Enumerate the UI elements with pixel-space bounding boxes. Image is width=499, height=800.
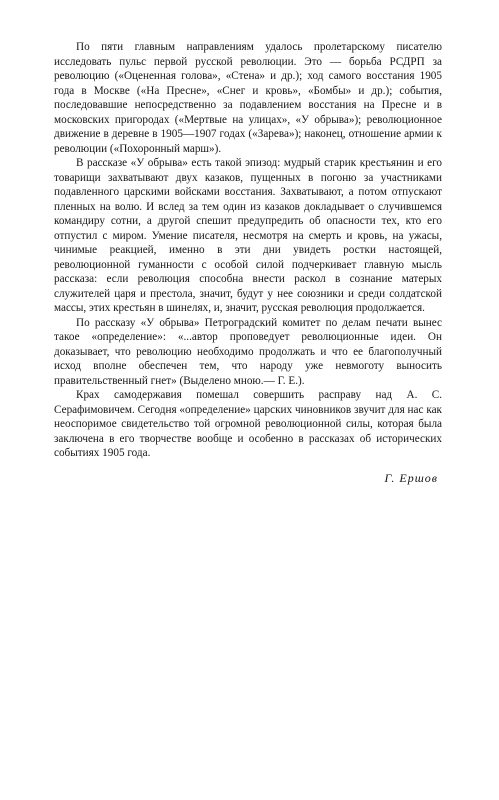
document-page (54, 40, 442, 485)
paragraph-conclusion: Крах самодержавия помешал совершить расправу над А. С. Серафимовичем. Сегодня «определение» царских чиновников звучит для нас как неоспоримое свидетельство той огромной революционной силы, которая была заключена в его творчестве вообще и особенно в рассказах об исторических событиях 1905 года. (54, 389, 442, 459)
author-signature: Г. Ершов (384, 470, 438, 485)
paragraph-censorship: По рассказу «У обрыва» Петроградский комитет по делам печати вынес такое «определение»: «...автор проповедует революционные идеи. Он доказывает, что революцию необходимо продолжать и что ее благополучный исход вполне обеспечен тем, что народу уже невмоготу выносить правительственный гнет» (Выделено мною.— Г. Е.). (54, 316, 442, 387)
paragraph-directions: По пяти главным направлениям удалось пролетарскому писателю исследовать пульс первой русской революции. Это — борьба РСДРП за революцию («Оцененная голова», «Стена» и др.); ход самого восстания 1905 года в Москве («На Пресне», «Снег и кровь», «Бомбы» и др.); события, последовавшие непосредственно за подавлением восстания на Пресне и в московских пригородах («Мертвые на улицах», «У обрыва»); революционное движение в деревне в 1905—1907 годах («Зарева»); наконец, отношение армии к революции («Похоронный марш»). (54, 41, 442, 155)
paragraph-episode: В рассказе «У обрыва» есть такой эпизод: мудрый старик крестьянин и его товарищи захватывают двух казаков, пущенных в погоню за участниками подавленного царскими войсками восстания. Захватывают, а потом отпускают пленных на волю. И вслед за тем один из казаков докладывает о случившемся командиру сотни, а другой спешит предупредить об опасности тех, кто его отпустил с миром. Умение писателя, несмотря на смерть и кровь, на ужасы, чинимые реакцией, именно в эти дни увидеть ростки настоящей, революционной гуманности с особой силой подчеркивает главную мысль рассказа: если революция способна внести раскол в сознание матерых служителей царя и престола, значит, будут у нее союзники и среди солдатской массы, этих крестьян в шинелях, и, значит, русская революция продолжается. (54, 157, 442, 314)
